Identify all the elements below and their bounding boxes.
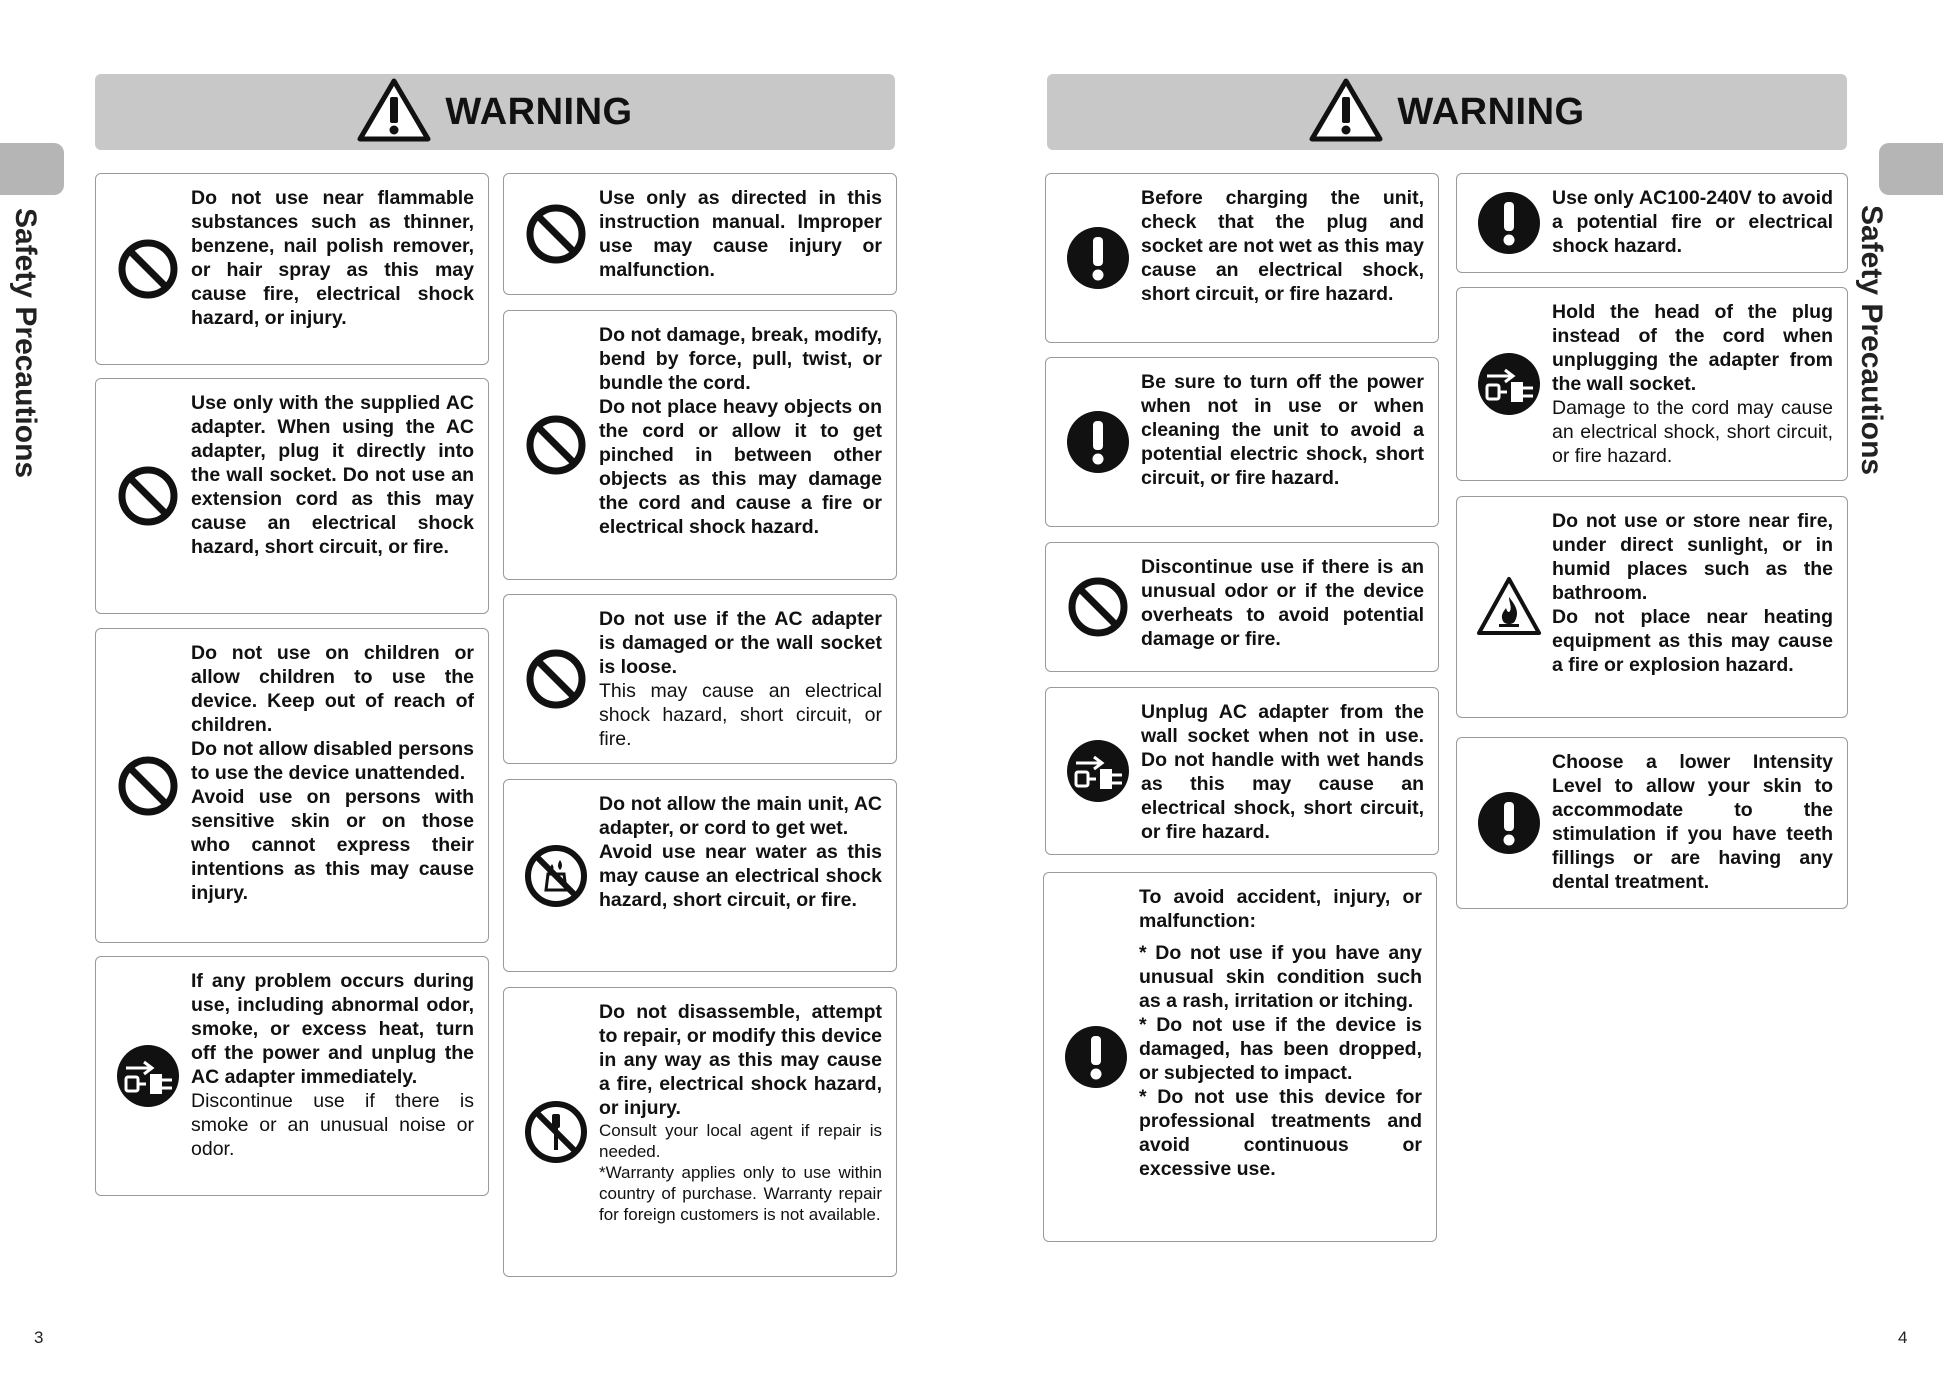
warning-text xyxy=(1552,300,1833,468)
warning-paragraph: Do not use if the AC adapter is damaged or the wall socket is loose. xyxy=(599,608,882,678)
warning-card xyxy=(1456,737,1848,909)
warning-triangle-icon xyxy=(1309,77,1383,148)
side-label-left: Safety Precautions xyxy=(9,208,42,479)
prohibition-icon xyxy=(116,754,180,818)
warning-card xyxy=(1456,173,1848,273)
warning-paragraph: Do not allow disabled persons to use the device unattended. xyxy=(191,738,474,784)
exclamation-icon xyxy=(1477,191,1541,255)
warning-paragraph: Do not place near heating equipment as this may cause a fire or explosion hazard. xyxy=(1552,606,1833,676)
warning-text xyxy=(1139,885,1422,1181)
warning-text xyxy=(599,186,882,282)
warning-paragraph: *Warranty applies only to use within country of purchase. Warranty repair for foreign customers is not available. xyxy=(599,1163,882,1224)
warning-card xyxy=(1456,287,1848,481)
warning-paragraph: Consult your local agent if repair is needed. xyxy=(599,1121,882,1161)
prohibition-icon xyxy=(524,413,588,477)
warning-card xyxy=(1045,542,1439,672)
unplug-icon xyxy=(116,1044,180,1108)
warning-paragraph: This may cause an electrical shock hazard, short circuit, or fire. xyxy=(599,680,882,750)
exclamation-icon xyxy=(1066,410,1130,474)
fire-caution-icon xyxy=(1477,575,1541,639)
warning-paragraph: * Do not use if you have any unusual skin condition such as a rash, irritation or itching. xyxy=(1139,942,1422,1012)
warning-paragraph: Do not allow the main unit, AC adapter, or cord to get wet. xyxy=(599,793,882,839)
exclamation-icon xyxy=(1066,226,1130,290)
warning-paragraph: Damage to the cord may cause an electrical shock, short circuit, or fire hazard. xyxy=(1552,397,1833,467)
warning-text xyxy=(599,323,882,539)
warning-text xyxy=(599,792,882,912)
warning-text xyxy=(1552,186,1833,258)
exclamation-icon xyxy=(1477,791,1541,855)
warning-paragraph: Avoid use near water as this may cause an electrical shock hazard, short circuit, or fire. xyxy=(599,841,882,911)
warning-card xyxy=(1456,496,1848,718)
warning-title: WARNING xyxy=(1397,90,1585,133)
warning-card xyxy=(503,310,897,580)
warning-card xyxy=(1043,872,1437,1242)
warning-paragraph: Use only AC100-240V to avoid a potential fire or electrical shock hazard. xyxy=(1552,187,1833,257)
page-number-left: 3 xyxy=(34,1328,44,1347)
no-disassemble-icon xyxy=(524,1100,588,1164)
warning-title: WARNING xyxy=(445,90,633,133)
side-label-right: Safety Precautions xyxy=(1855,205,1888,476)
warning-paragraph: Be sure to turn off the power when not in use or when cleaning the unit to avoid a potential electric shock, short circuit, or fire hazard. xyxy=(1141,371,1424,489)
warning-text xyxy=(1141,370,1424,490)
unplug-icon xyxy=(1066,739,1130,803)
warning-paragraph: Hold the head of the plug instead of the cord when unplugging the adapter from the wall socket. xyxy=(1552,301,1833,395)
warning-paragraph: Avoid use on persons with sensitive skin or on those who cannot express their intentions as this may cause injury. xyxy=(191,786,474,904)
warning-card xyxy=(503,173,897,295)
warning-paragraph: Use only with the supplied AC adapter. When using the AC adapter, plug it directly into the wall socket. Do not use an extension cord as this may cause an electrical shock hazard, short circuit, or fire. xyxy=(191,392,474,558)
prohibition-icon xyxy=(1066,575,1130,639)
warning-text xyxy=(1141,700,1424,844)
warning-text xyxy=(599,1000,882,1225)
warning-paragraph: * Do not use this device for professional treatments and avoid continuous or excessive use. xyxy=(1139,1086,1422,1180)
warning-card xyxy=(95,173,489,365)
warning-card xyxy=(1045,687,1439,855)
warning-text xyxy=(191,641,474,905)
warning-paragraph: Use only as directed in this instruction manual. Improper use may cause injury or malfunction. xyxy=(599,187,882,281)
warning-paragraph: To avoid accident, injury, or malfunction: xyxy=(1139,886,1422,932)
warning-text xyxy=(1552,509,1833,677)
warning-text xyxy=(191,391,474,559)
warning-paragraph: Do not use or store near fire, under direct sunlight, or in humid places such as the bathroom. xyxy=(1552,510,1833,604)
warning-paragraph: Discontinue use if there is smoke or an unusual noise or odor. xyxy=(191,1090,474,1160)
warning-paragraph: Unplug AC adapter from the wall socket when not in use. Do not handle with wet hands as this may cause an electrical shock, short circuit, or fire hazard. xyxy=(1141,701,1424,843)
warning-text xyxy=(1141,186,1424,306)
side-tab-left xyxy=(0,143,64,195)
warning-banner-right xyxy=(1047,74,1847,150)
warning-paragraph: Do not place heavy objects on the cord or allow it to get pinched in between other objects as this may damage the cord and cause a fire or electrical shock hazard. xyxy=(599,396,882,538)
warning-paragraph: If any problem occurs during use, including abnormal odor, smoke, or excess heat, turn off the power and unplug the AC adapter immediately. xyxy=(191,970,474,1088)
prohibition-icon xyxy=(524,202,588,266)
warning-card xyxy=(503,594,897,764)
warning-triangle-icon xyxy=(357,77,431,148)
warning-paragraph: Choose a lower Intensity Level to allow your skin to accommodate to the stimulation if you have teeth fillings or are having any dental treatment. xyxy=(1552,751,1833,893)
warning-text xyxy=(191,969,474,1161)
warning-card xyxy=(1045,357,1439,527)
warning-text xyxy=(1141,555,1424,651)
no-water-icon xyxy=(524,844,588,908)
warning-paragraph: Before charging the unit, check that the plug and socket are not wet as this may cause an electrical shock, short circuit, or fire hazard. xyxy=(1141,187,1424,305)
warning-paragraph: Discontinue use if there is an unusual odor or if the device overheats to avoid potential damage or fire. xyxy=(1141,556,1424,650)
exclamation-icon xyxy=(1064,1025,1128,1089)
warning-paragraph: Do not use near flammable substances such as thinner, benzene, nail polish remover, or hair spray as this may cause fire, electrical shock hazard, or injury. xyxy=(191,187,474,329)
warning-paragraph: Do not use on children or allow children to use the device. Keep out of reach of children. xyxy=(191,642,474,736)
warning-card xyxy=(503,987,897,1277)
prohibition-icon xyxy=(116,237,180,301)
warning-card xyxy=(95,628,489,943)
prohibition-icon xyxy=(116,464,180,528)
warning-text xyxy=(191,186,474,330)
unplug-icon xyxy=(1477,352,1541,416)
warning-text xyxy=(599,607,882,751)
side-tab-right xyxy=(1879,143,1943,195)
warning-banner-left xyxy=(95,74,895,150)
warning-card xyxy=(95,956,489,1196)
warning-card xyxy=(1045,173,1439,343)
warning-card xyxy=(503,779,897,972)
warning-paragraph: Do not damage, break, modify, bend by force, pull, twist, or bundle the cord. xyxy=(599,324,882,394)
page-number-right: 4 xyxy=(1898,1328,1908,1347)
warning-paragraph: * Do not use if the device is damaged, has been dropped, or subjected to impact. xyxy=(1139,1014,1422,1084)
prohibition-icon xyxy=(524,647,588,711)
warning-card xyxy=(95,378,489,614)
warning-text xyxy=(1552,750,1833,894)
warning-paragraph: Do not disassemble, attempt to repair, or modify this device in any way as this may cause a fire, electrical shock hazard, or injury. xyxy=(599,1001,882,1119)
